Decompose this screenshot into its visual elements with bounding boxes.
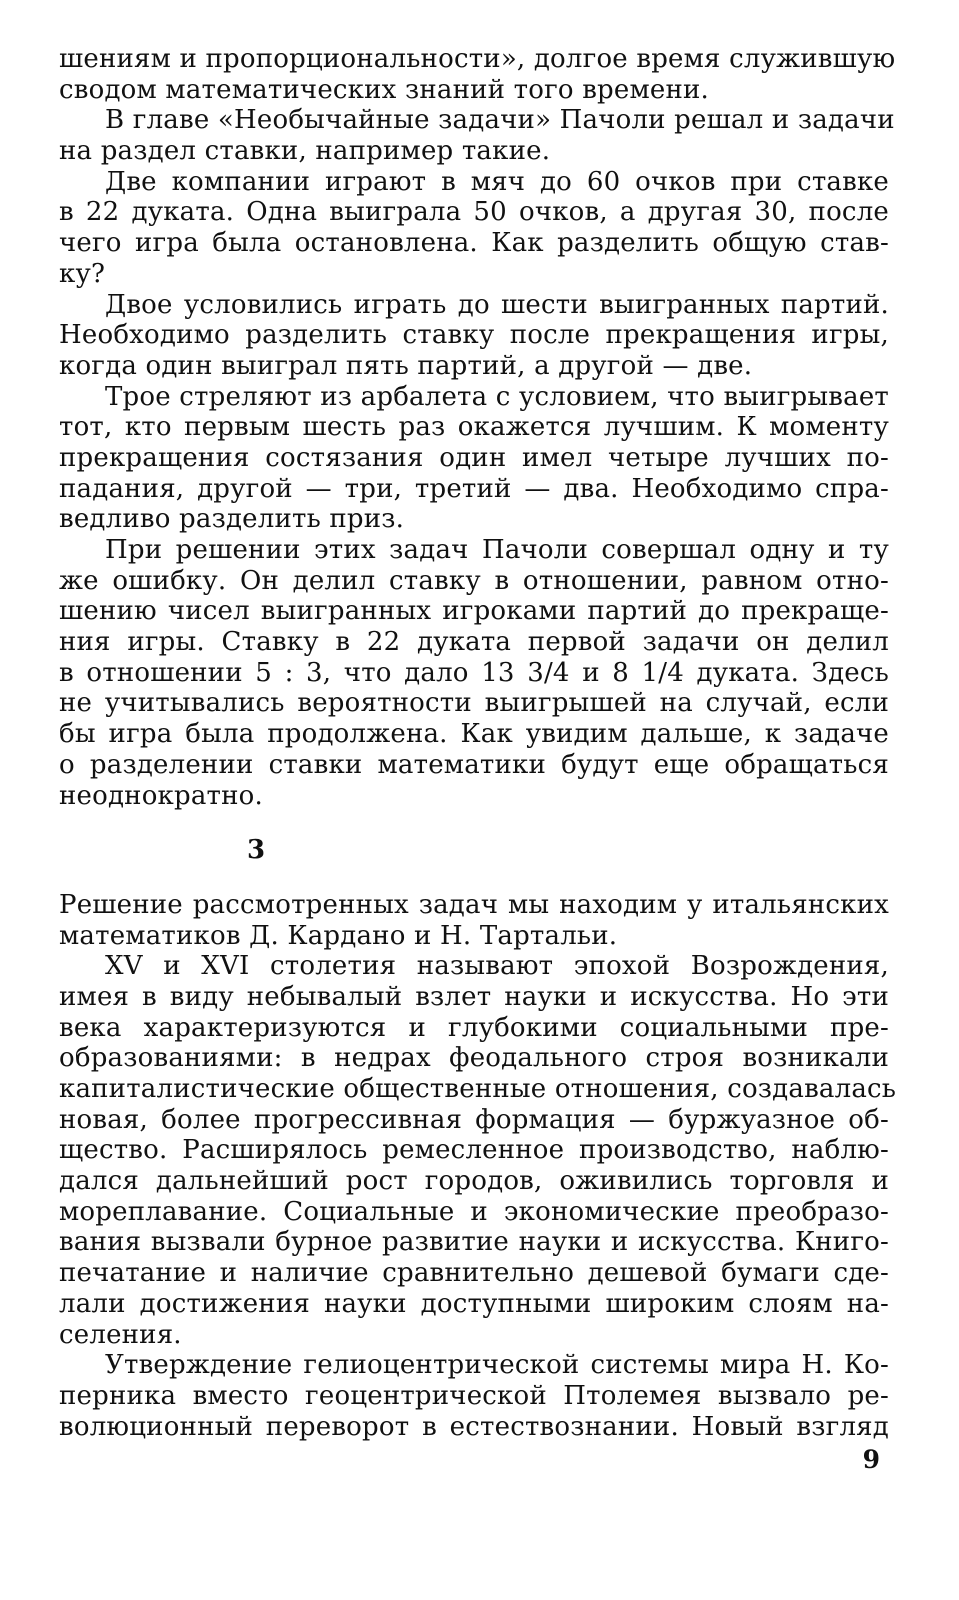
text-line: шению чисел выигранных игроками партий до прекраще- — [59, 596, 889, 627]
text-line: когда один выиграл пять партий, а другой — две. — [59, 350, 753, 381]
text-line: Решение рассмотренных задач мы находим у итальянских — [59, 889, 889, 920]
text-line: же ошибку. Он делил ставку в отношении, равном отно- — [59, 565, 889, 596]
text-line: не учитывались вероятности выигрышей на случай, если — [59, 688, 889, 719]
text-line: Трое стреляют из арбалета с условием, что выигрывает — [105, 381, 889, 412]
text-line: В главе «Необычайные задачи» Пачоли решал и задачи — [105, 105, 895, 136]
text-line: ку? — [59, 258, 106, 289]
text-line: ведливо разделить приз. — [59, 504, 405, 535]
text-line: в 22 дуката. Одна выиграла 50 очков, а другая 30, после — [59, 197, 889, 228]
section-number: 3 — [247, 835, 266, 866]
text-line: века характеризуются и глубокими социальными пре- — [59, 1012, 889, 1043]
text-line: новая, более прогрессивная формация — буржуазное об- — [59, 1104, 889, 1135]
text-line: При решении этих задач Пачоли совершал одну и ту — [105, 535, 889, 565]
text-line: волюционный переворот в естествознании. Новый взгляд — [59, 1411, 889, 1442]
text-line: шениям и пропорциональности», долгое время служившую — [59, 44, 896, 74]
page-body — [59, 44, 897, 1442]
text-line: падания, другой — три, третий — два. Необходимо спра- — [59, 473, 889, 504]
text-line: прекращения состязания один имел четыре лучших по- — [59, 442, 889, 473]
text-line: печатание и наличие сравнительно дешевой бумаги сде- — [59, 1258, 889, 1289]
text-line: математиков Д. Кардано и Н. Тартальи. — [59, 920, 618, 951]
text-line: имея в виду небывалый взлет науки и искусства. Но эти — [59, 981, 889, 1012]
text-line: на раздел ставки, например такие. — [59, 136, 551, 167]
text-line: дался дальнейший рост городов, оживились торговля и — [59, 1166, 889, 1197]
text-line: Утверждение гелиоцентрической системы мира Н. Ко- — [105, 1350, 889, 1381]
text-line: вания вызвали бурное развитие науки и искусства. Книго- — [59, 1227, 889, 1258]
page-number: 9 — [862, 1445, 880, 1474]
text-line: неоднократно. — [59, 780, 263, 811]
text-line: образованиями: в недрах феодального строя возникали — [59, 1043, 889, 1074]
text-line: Двое условились играть до шести выигранных партий. — [105, 289, 889, 320]
text-line: чего игра была остановлена. Как разделить общую став- — [59, 228, 889, 259]
text-line: сводом математических знаний того времени. — [59, 74, 710, 105]
text-line: XV и XVI столетия называют эпохой Возрождения, — [105, 951, 889, 982]
text-line: тот, кто первым шесть раз окажется лучшим. К моменту — [59, 412, 889, 443]
text-line: Необходимо разделить ставку после прекращения игры, — [59, 320, 889, 351]
text-line: ния игры. Ставку в 22 дуката первой задачи он делил — [59, 627, 889, 658]
text-line: капиталистические общественные отношения, создавалась — [59, 1074, 897, 1104]
text-line: мореплавание. Социальные и экономические преобразо- — [59, 1196, 889, 1227]
text-line: щество. Расширялось ремесленное производство, наблю- — [59, 1135, 889, 1166]
text-line: перника вместо геоцентрической Птолемея вызвало ре- — [59, 1380, 889, 1411]
text-line: о разделении ставки математики будут еще обращаться — [59, 749, 889, 780]
text-line: бы игра была продолжена. Как увидим дальше, к задаче — [59, 719, 889, 750]
text-line: в отношении 5 : 3, что дало 13 3/4 и 8 1/4 дуката. Здесь — [59, 657, 889, 688]
text-line: лали достижения науки доступными широким слоям на- — [59, 1288, 889, 1319]
text-line: селения. — [59, 1319, 182, 1350]
text-line: Две компании играют в мяч до 60 очков при ставке — [105, 166, 889, 197]
